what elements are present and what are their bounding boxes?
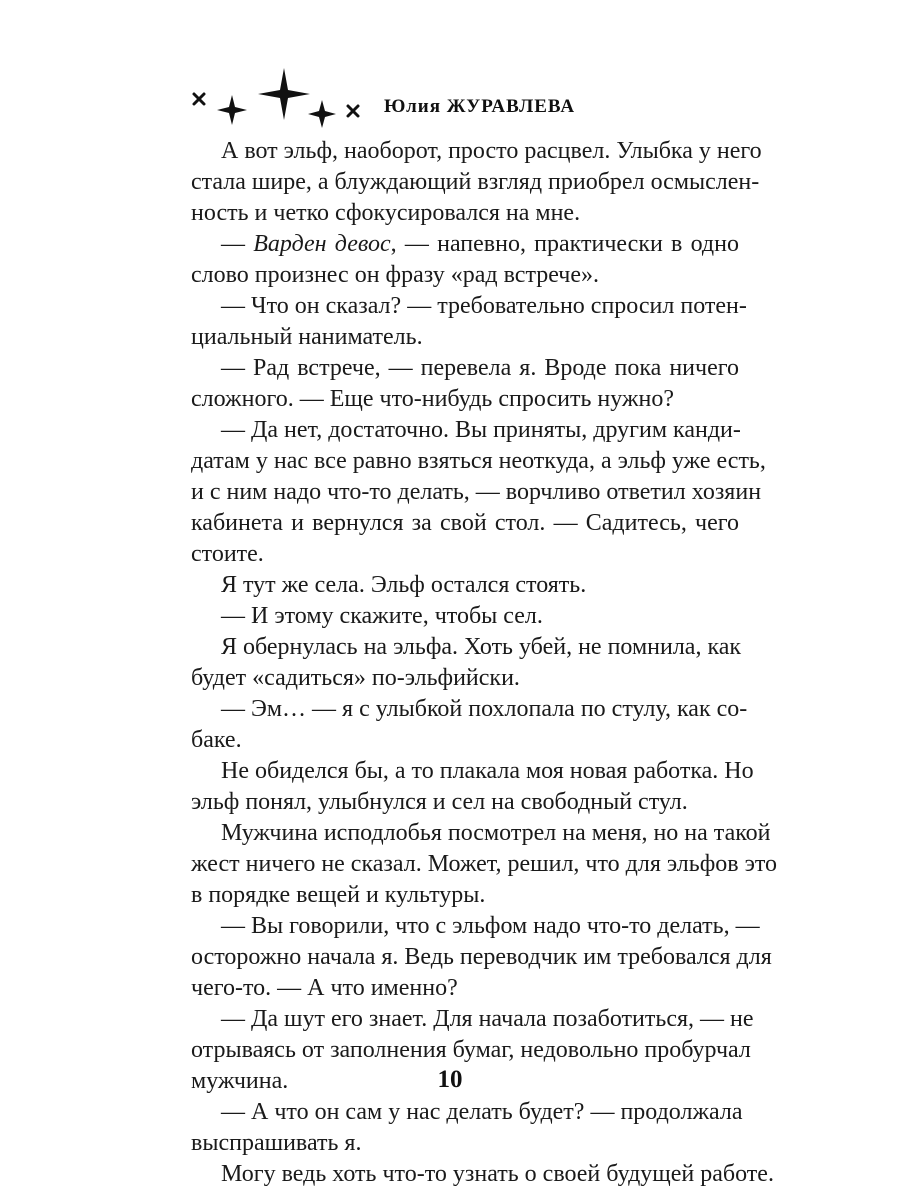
text-line: будет «садиться» по-эльфийски. [191,665,520,691]
text-line: — Да нет, достаточно. Вы приняты, другим канди- [221,417,741,443]
text-line: стала шире, а блуждающий взгляд приобрел осмыслен- [191,169,760,195]
text-line: эльф понял, улыбнулся и сел на свободный стул. [191,789,688,815]
text-line: — Эм… — я с улыбкой похлопала по стулу, как со- [221,696,748,722]
elvish-phrase: Варден девос [253,231,391,257]
text-line: циальный наниматель. [191,324,423,350]
text-line: стоите. [191,541,264,567]
text-line: Мужчина исподлобья посмотрел на меня, но на такой [221,820,771,846]
text-line: — И этому скажите, чтобы сел. [221,603,543,629]
text-line: Я обернулась на эльфа. Хоть убей, не помнила, как [221,634,742,660]
page-number: 10 [437,1066,463,1093]
text-line [191,229,739,260]
text-line: осторожно начала я. Ведь переводчик им требовался для [191,944,772,970]
text-line: Я тут же села. Эльф остался стоять. [221,572,587,598]
text-line-rest: , — напевно, практически в одно [390,231,739,257]
text-line: выспрашивать я. [191,1130,362,1156]
text-line: Не обиделся бы, а то плакала моя новая работка. Но [221,758,754,784]
text-line: — Вы говорили, что с эльфом надо что-то делать, — [221,913,760,939]
text-line: датам у нас все равно взяться неоткуда, а эльф уже есть, [191,448,766,474]
text-line: сложного. — Еще что-нибудь спросить нужно? [191,386,674,412]
text-line: А вот эльф, наоборот, просто расцвел. Улыбка у него [221,138,762,164]
text-line: ность и четко сфокусировался на мне. [191,200,581,226]
body-text [191,136,778,1190]
text-line: баке. [191,727,242,753]
text-line: — Что он сказал? — требовательно спросил потен- [221,293,747,319]
text-line: отрываясь от заполнения бумаг, недовольно пробурчал [191,1037,751,1063]
text-line: Могу ведь хоть что-то узнать о своей будущей работе. [221,1161,774,1187]
stars-ornament-icon [186,62,376,132]
text-line: — Да шут его знает. Для начала позаботиться, — не [221,1006,754,1032]
text-line: — Рад встрече, — перевела я. Вроде пока ничего [221,355,739,381]
dash: — [221,231,254,257]
text-line: и с ним надо что-то делать, — ворчливо ответил хозяин [191,479,762,505]
text-line: жест ничего не сказал. Может, решил, что для эльфов это [191,851,778,877]
running-header-author: Юлия ЖУРАВЛЕВА [384,96,576,117]
text-line: чего-то. — А что именно? [191,975,458,1001]
text-line: слово произнес он фразу «рад встрече». [191,262,599,288]
text-line: — А что он сам у нас делать будет? — продолжала [221,1099,743,1125]
text-line: мужчина. [191,1068,289,1094]
text-line: в порядке вещей и культуры. [191,882,486,908]
text-line: кабинета и вернулся за свой стол. — Садитесь, чего [191,510,739,536]
